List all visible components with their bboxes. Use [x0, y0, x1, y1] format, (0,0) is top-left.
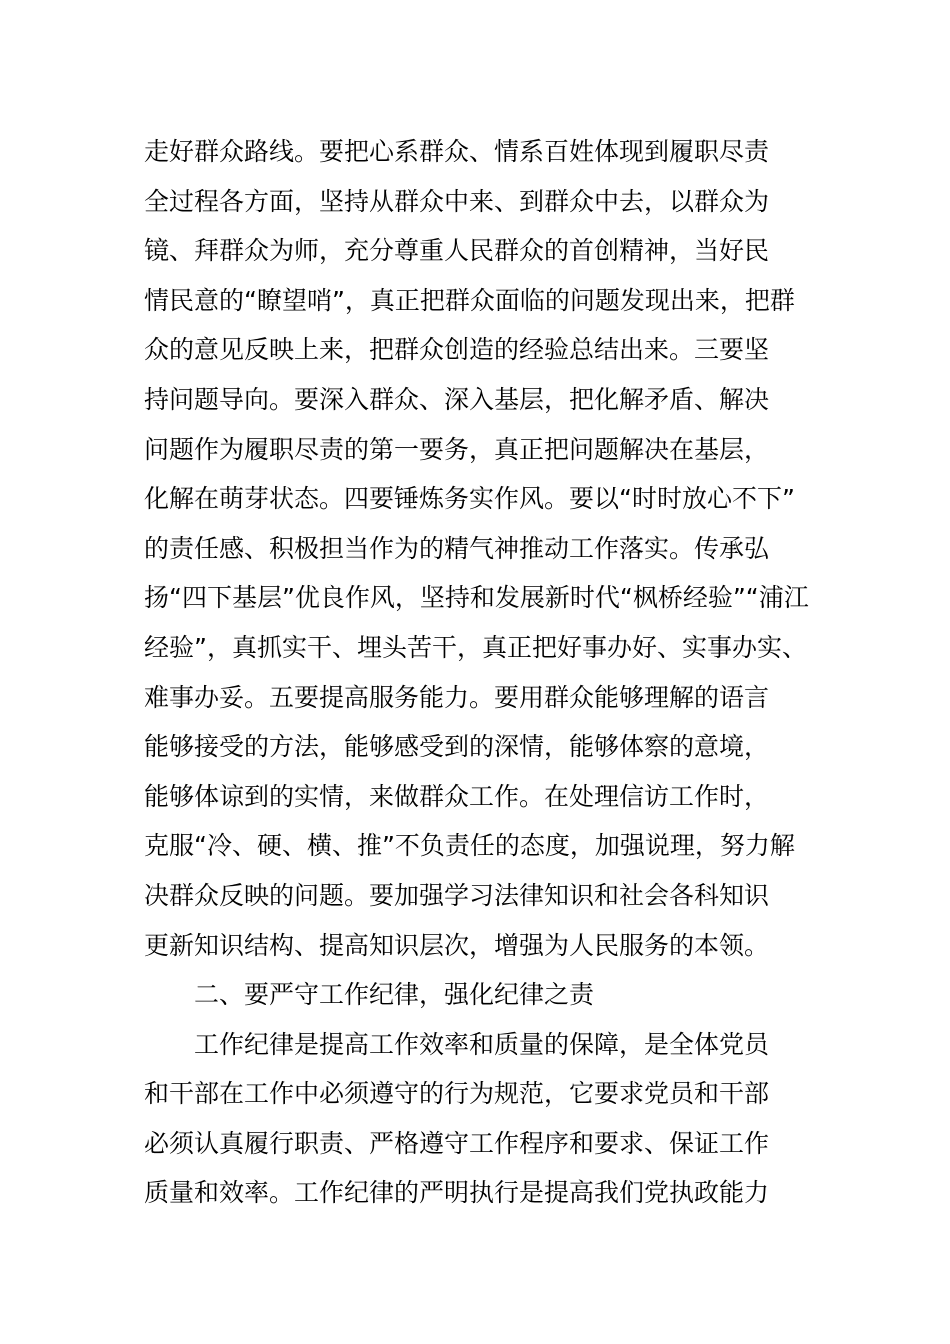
text-line: 经验”，真抓实干、埋头苦干，真正把好事办好、实事办实、	[144, 632, 807, 662]
section-heading: 二、要严守工作纪律，强化纪律之责	[194, 980, 595, 1010]
document-body	[144, 127, 844, 1218]
text-line: 众的意见反映上来，把群众创造的经验总结出来。三要坚	[144, 335, 770, 365]
text-line: 化解在萌芽状态。四要锤炼务实作风。要以“时时放心不下”	[144, 484, 795, 514]
text-line: 能够接受的方法，能够感受到的深情，能够体察的意境，	[144, 732, 770, 762]
text-line: 质量和效率。工作纪律的严明执行是提高我们党执政能力	[144, 1178, 770, 1208]
text-line: 克服“冷、硬、横、推”不负责任的态度，加强说理，努力解	[144, 831, 795, 861]
text-line: 问题作为履职尽责的第一要务，真正把问题解决在基层，	[144, 434, 770, 464]
text-line: 全过程各方面，坚持从群众中来、到群众中去，以群众为	[144, 186, 770, 216]
text-line: 的责任感、积极担当作为的精气神推动工作落实。传承弘	[144, 533, 770, 563]
text-line: 能够体谅到的实情，来做群众工作。在处理信访工作时，	[144, 781, 770, 811]
text-line: 决群众反映的问题。要加强学习法律知识和社会各科知识	[144, 880, 770, 910]
text-line: 必须认真履行职责、严格遵守工作程序和要求、保证工作	[144, 1128, 770, 1158]
text-line: 难事办妥。五要提高服务能力。要用群众能够理解的语言	[144, 682, 770, 712]
text-line: 情民意的“瞭望哨”，真正把群众面临的问题发现出来，把群	[144, 285, 795, 315]
text-line: 镜、拜群众为师，充分尊重人民群众的首创精神，当好民	[144, 236, 770, 266]
text-line: 更新知识结构、提高知识层次，增强为人民服务的本领。	[144, 930, 770, 960]
text-line: 走好群众路线。要把心系群众、情系百姓体现到履职尽责	[144, 137, 770, 166]
text-line: 和干部在工作中必须遵守的行为规范，它要求党员和干部	[144, 1079, 770, 1109]
text-line: 持问题导向。要深入群众、深入基层，把化解矛盾、解决	[144, 384, 770, 414]
text-line: 扬“四下基层”优良作风，坚持和发展新时代“枫桥经验”“浦江	[144, 583, 809, 613]
paragraph-first-line: 工作纪律是提高工作效率和质量的保障，是全体党员	[194, 1029, 770, 1059]
